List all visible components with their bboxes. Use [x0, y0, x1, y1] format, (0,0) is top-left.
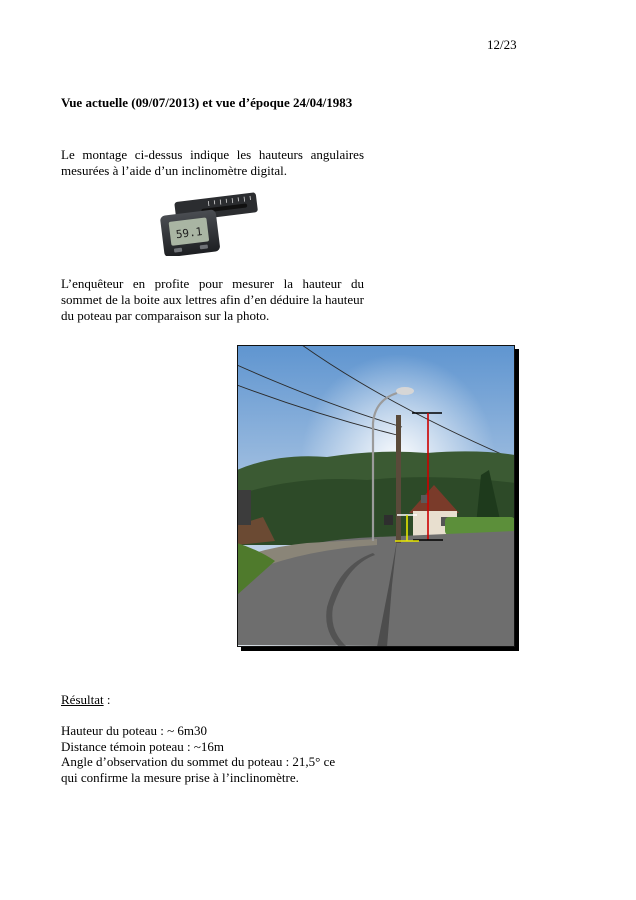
inclinometer-image [155, 190, 265, 256]
result-heading-suffix: : [103, 692, 111, 707]
result-heading [61, 692, 110, 708]
paragraph-enqueteur: L’enquêteur en profite pour mesurer la hauteur du sommet de la boite aux lettres afin d’en déduire la hauteur du poteau par comparaison sur la photo. [61, 276, 364, 323]
result-line-distance: Distance témoin poteau : ~16m [61, 738, 224, 754]
result-heading-label: Résultat [61, 692, 104, 707]
street-photo [237, 345, 515, 647]
device-display-value: 59.1 [175, 225, 204, 242]
page-number: 12/23 [487, 37, 517, 52]
result-line-confirmation: qui confirme la mesure prise à l’inclinomètre. [61, 769, 299, 785]
result-list [61, 723, 335, 785]
result-line-pole-height: Hauteur du poteau : ~ 6m30 [61, 723, 208, 738]
page-title: Vue actuelle (09/07/2013) et vue d’époque 24/04/1983 [61, 95, 353, 110]
paragraph-montage: Le montage ci-dessus indique les hauteurs angulaires mesurées à l’aide d’un inclinomètre digital. [61, 147, 364, 178]
result-line-angle: Angle d’observation du sommet du poteau : 21,5° ce [61, 754, 336, 769]
